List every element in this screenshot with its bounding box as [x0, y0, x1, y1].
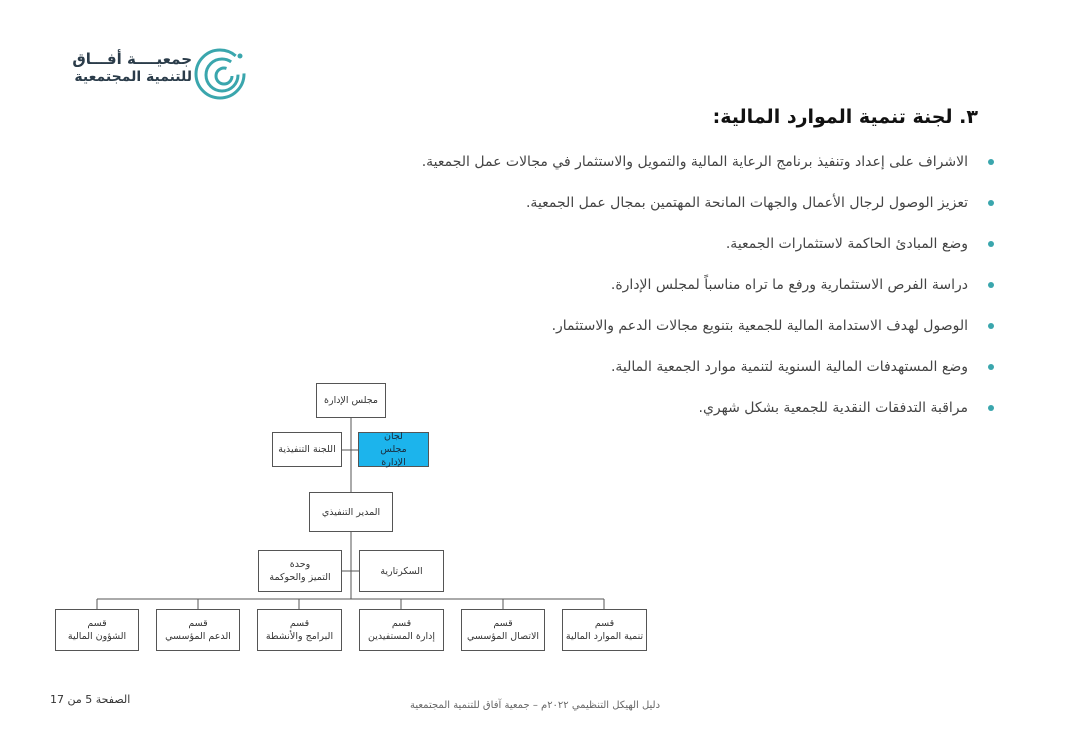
logo-rings-icon	[192, 46, 248, 102]
department-name: تنمية الموارد المالية	[565, 631, 644, 642]
secretariat-label: السكرتارية	[380, 565, 423, 577]
department-word: قسم	[87, 618, 107, 629]
excellence-unit-box	[258, 550, 342, 592]
bullet-dot-icon	[988, 200, 994, 206]
excellence-unit-label-2: التميز والحوكمة	[269, 572, 331, 583]
bullet-list	[328, 152, 968, 439]
bullet-dot-icon	[988, 241, 994, 247]
department-word: قسم	[493, 618, 513, 629]
department-box	[55, 609, 139, 651]
board-committees-box	[358, 432, 429, 467]
list-item: الوصول لهدف الاستدامة المالية للجمعية بتنويع مجالات الدعم والاستثمار.	[328, 316, 968, 357]
executive-director-label: المدير التنفيذي	[321, 506, 381, 518]
department-word: قسم	[289, 618, 310, 629]
department-word: قسم	[188, 618, 208, 629]
department-box	[562, 609, 647, 651]
executive-committee-label: اللجنة التنفيذية	[278, 444, 336, 455]
department-box	[156, 609, 240, 651]
logo-line-2: للتنمية المجتمعية	[74, 69, 192, 85]
department-name: الاتصال المؤسسي	[466, 631, 540, 642]
bullet-dot-icon	[988, 282, 994, 288]
department-name: الدعم المؤسسي	[165, 631, 231, 642]
organization-logo	[54, 46, 246, 102]
board-committees-label: لجان مجلس الإدارة	[380, 431, 407, 468]
bullet-dot-icon	[988, 405, 994, 411]
board-label: مجلس الإدارة	[324, 395, 378, 406]
section-title: ٣. لجنة تنمية الموارد المالية:	[712, 106, 978, 128]
list-item: وضع المبادئ الحاكمة لاستثمارات الجمعية.	[328, 234, 968, 275]
list-item: دراسة الفرص الاستثمارية ورفع ما تراه مناسباً لمجلس الإدارة.	[328, 275, 968, 316]
department-box	[461, 609, 545, 651]
page-number: الصفحة 5 من 17	[50, 693, 131, 706]
list-item: الاشراف على إعداد وتنفيذ برنامج الرعاية المالية والتمويل والاستثمار في مجالات عمل الجمعية.	[328, 152, 968, 193]
department-name: الشؤون المالية	[67, 631, 127, 642]
department-word: قسم	[594, 618, 615, 629]
list-item: تعزيز الوصول لرجال الأعمال والجهات المانحة المهتمين بمجال عمل الجمعية.	[328, 193, 968, 234]
department-box	[359, 609, 444, 651]
executive-committee-box	[272, 432, 342, 467]
department-name: إدارة المستفيدين	[368, 631, 435, 642]
department-box	[257, 609, 342, 651]
list-item: مراقبة التدفقات النقدية للجمعية بشكل شهري.	[328, 398, 968, 439]
logo-line-1: جمعيــــة أفـــاق	[72, 50, 192, 68]
list-item: وضع المستهدفات المالية السنوية لتنمية موارد الجمعية المالية.	[328, 357, 968, 398]
logo-text	[54, 50, 192, 86]
excellence-unit-label-1: وحدة	[289, 559, 311, 570]
bullet-dot-icon	[988, 159, 994, 165]
bullet-dot-icon	[988, 364, 994, 370]
department-name: البرامج والأنشطة	[265, 631, 334, 642]
bullet-dot-icon	[988, 323, 994, 329]
board-box	[316, 383, 386, 418]
footer-text: دليل الهيكل التنظيمي ٢٠٢٢م – جمعية آفاق للتنمية المجتمعية	[409, 700, 661, 711]
secretariat-box	[359, 550, 444, 592]
executive-director-box	[309, 492, 393, 532]
department-word: قسم	[391, 618, 412, 629]
